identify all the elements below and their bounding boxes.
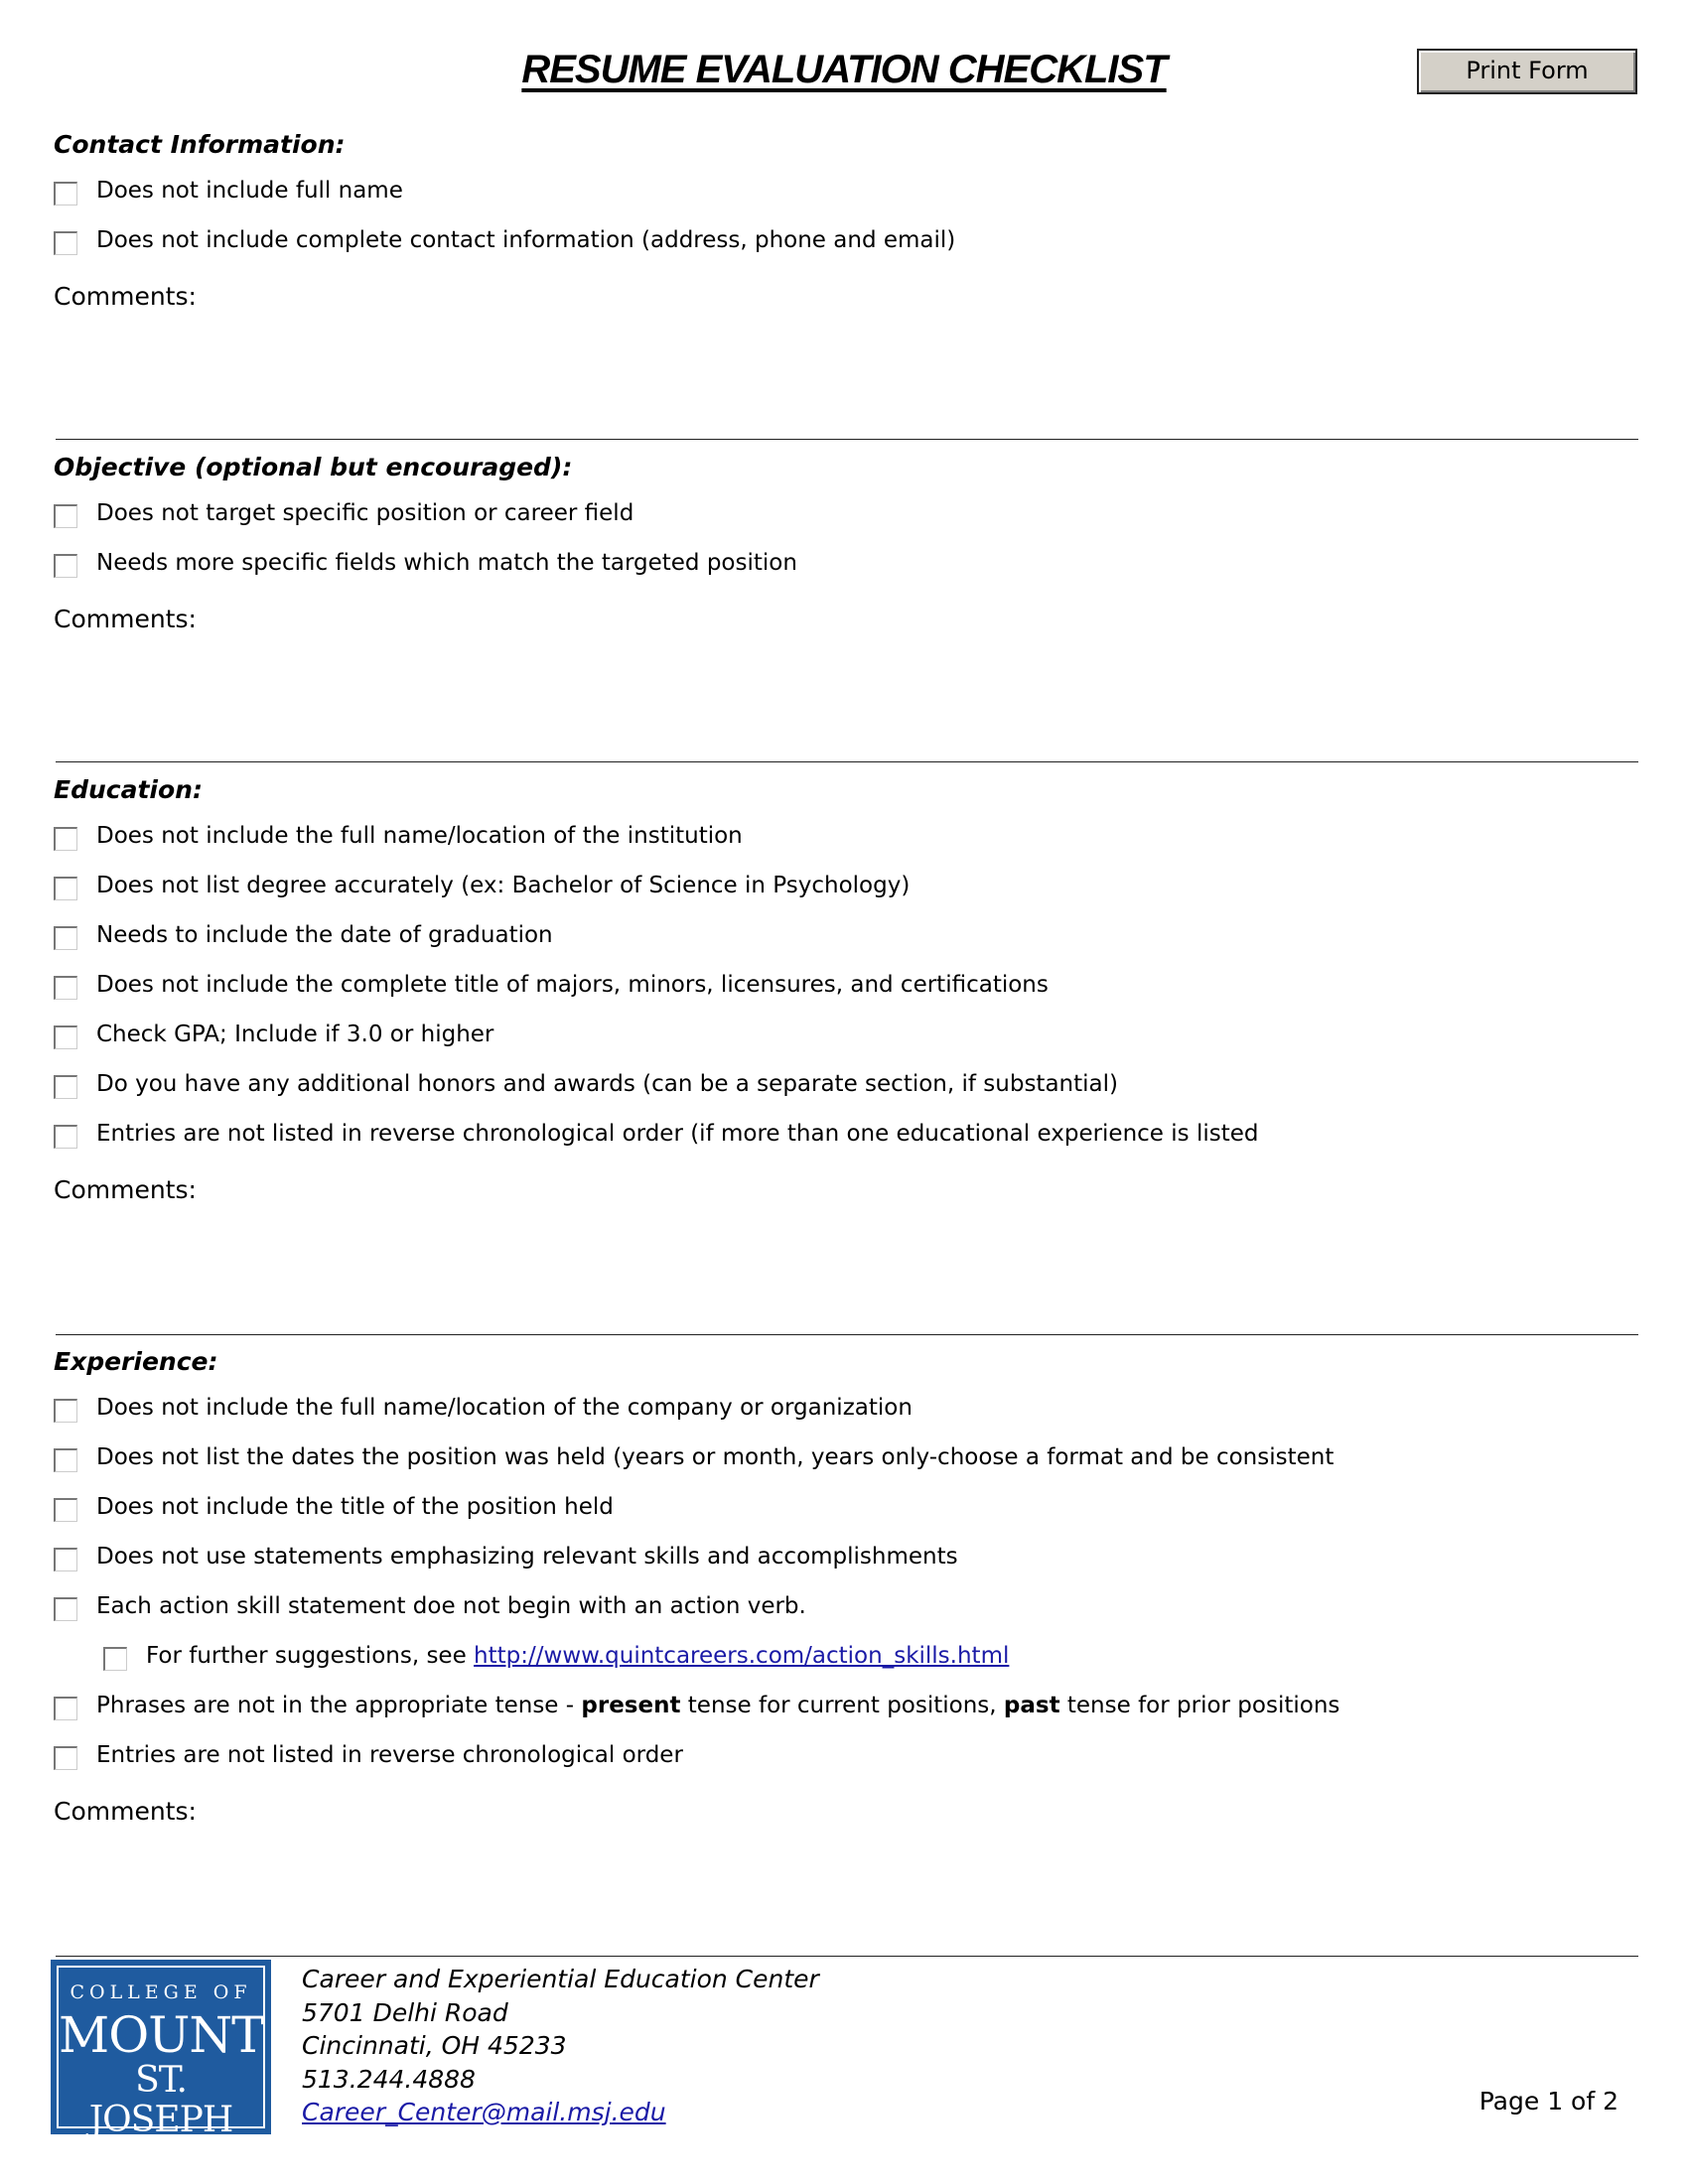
checkbox[interactable] [54, 1448, 77, 1472]
section-title: Contact Information: [54, 130, 346, 159]
checkbox[interactable] [54, 1746, 77, 1770]
checkbox[interactable] [54, 1399, 77, 1423]
checklist-item [54, 910, 1638, 960]
checklist-item [54, 1059, 1638, 1109]
section-contact [54, 128, 1638, 394]
comments-field[interactable] [54, 1836, 1638, 1905]
checklist-item [54, 1482, 1638, 1532]
divider [56, 439, 1638, 440]
section-title: Objective (optional but encouraged): [54, 453, 573, 481]
checklist-item-label: Check GPA; Include if 3.0 or higher [96, 1022, 494, 1047]
checklist-item [54, 861, 1638, 910]
checkbox[interactable] [54, 827, 77, 851]
suggestion-text: For further suggestions, see [146, 1643, 475, 1669]
section-title: Experience: [54, 1347, 218, 1376]
checkbox[interactable] [54, 231, 77, 255]
comments-label: Comments: [54, 1175, 197, 1204]
logo-frame [57, 1966, 265, 2140]
checklist-item-label: Do you have any additional honors and awards (can be a separate section, if substantial) [96, 1071, 1118, 1097]
logo-line: ST. JOSEPH [88, 2060, 233, 2140]
checklist-item-label: Does not include the full name/location of the institution [96, 823, 743, 849]
checkbox[interactable] [54, 1597, 77, 1621]
checklist-item-label: Does not include the full name/location of the company or organization [96, 1395, 913, 1421]
checklist-item-label [146, 1642, 1009, 1670]
checklist-item-label: Needs to include the date of graduation [96, 922, 553, 948]
tense-text: tense for current positions, [680, 1693, 1004, 1718]
checklist-item [54, 166, 1638, 215]
org-name: Career and Experiential Education Center [302, 1965, 819, 1993]
page-number: Page 1 of 2 [1478, 2087, 1618, 2116]
college-logo [51, 1960, 271, 2140]
checklist-item-label: Does not include full name [96, 178, 403, 204]
checklist-item [54, 1730, 1638, 1780]
checklist-item [54, 1383, 1638, 1433]
checklist-item [54, 1681, 1638, 1730]
checkbox[interactable] [54, 554, 77, 578]
checklist-item [54, 811, 1638, 861]
comments-label: Comments: [54, 1797, 197, 1826]
checklist-item [54, 1109, 1638, 1159]
checkbox[interactable] [54, 926, 77, 950]
email-link[interactable]: Career_Center@mail.msj.edu [302, 2098, 666, 2126]
checklist-item [54, 1010, 1638, 1059]
checklist-item-label: Entries are not listed in reverse chronological order (if more than one educational experience is listed [96, 1121, 1259, 1147]
checklist-item-label: Does not include the complete title of majors, minors, licensures, and certifications [96, 972, 1049, 998]
checklist-item-label: Does not use statements emphasizing relevant skills and accomplishments [96, 1544, 958, 1570]
section-experience [54, 1345, 1638, 1909]
divider [56, 761, 1638, 762]
comments-field[interactable] [54, 1214, 1638, 1284]
comments-field[interactable] [54, 321, 1638, 390]
checklist-item-label [96, 1692, 1339, 1719]
section-education [54, 773, 1638, 1288]
checkbox[interactable] [54, 1075, 77, 1099]
checkbox[interactable] [54, 976, 77, 1000]
checklist-subitem [54, 1631, 1638, 1681]
page-title: RESUME EVALUATION CHECKLIST [521, 48, 1167, 91]
checkbox[interactable] [103, 1647, 127, 1671]
checkbox[interactable] [54, 1697, 77, 1720]
checkbox[interactable] [54, 1548, 77, 1571]
checklist-item [54, 215, 1638, 265]
checkbox[interactable] [54, 182, 77, 205]
tense-text: Phrases are not in the appropriate tense - [96, 1693, 582, 1718]
checklist-item [54, 488, 1638, 538]
checklist-item [54, 960, 1638, 1010]
checklist-item-label: Each action skill statement doe not begin with an action verb. [96, 1593, 806, 1619]
phone-number: 513.244.4888 [302, 2064, 476, 2094]
checklist-item [54, 1532, 1638, 1581]
tense-text: tense for prior positions [1059, 1693, 1340, 1718]
checklist-item-label: Does not list degree accurately (ex: Bachelor of Science in Psychology) [96, 873, 911, 898]
contact-block [302, 1963, 819, 2129]
city-state-zip: Cincinnati, OH 45233 [302, 2031, 567, 2060]
tense-present: present [581, 1693, 681, 1718]
logo-line: COLLEGE OF [70, 1981, 252, 2003]
checklist-item-label: Does not target specific position or career field [96, 500, 634, 526]
logo-line: MOUNT [59, 2006, 264, 2064]
comments-label: Comments: [54, 282, 197, 311]
section-title: Education: [54, 775, 203, 804]
checklist-item-label: Needs more specific fields which match the targeted position [96, 550, 797, 576]
divider [56, 1956, 1638, 1957]
checklist-item [54, 538, 1638, 588]
street-address: 5701 Delhi Road [302, 1997, 508, 2027]
checkbox[interactable] [54, 504, 77, 528]
tense-past: past [1003, 1693, 1060, 1718]
comments-label: Comments: [54, 605, 197, 633]
checkbox[interactable] [54, 1025, 77, 1049]
print-form-button[interactable]: Print Form [1417, 49, 1637, 94]
section-objective [54, 451, 1638, 717]
checklist-item-label: Does not list the dates the position was held (years or month, years only-choose a format and be consistent [96, 1444, 1335, 1470]
checkbox[interactable] [54, 877, 77, 900]
quintcareers-link[interactable]: http://www.quintcareers.com/action_skills.html [474, 1643, 1010, 1669]
checklist-item-label: Does not include the title of the position held [96, 1494, 614, 1520]
checklist-item-label: Entries are not listed in reverse chronological order [96, 1742, 683, 1768]
comments-field[interactable] [54, 643, 1638, 713]
checkbox[interactable] [54, 1125, 77, 1149]
checklist-item [54, 1433, 1638, 1482]
checklist-item-label: Does not include complete contact information (address, phone and email) [96, 227, 956, 253]
checklist-item [54, 1581, 1638, 1631]
checkbox[interactable] [54, 1498, 77, 1522]
divider [56, 1334, 1638, 1335]
